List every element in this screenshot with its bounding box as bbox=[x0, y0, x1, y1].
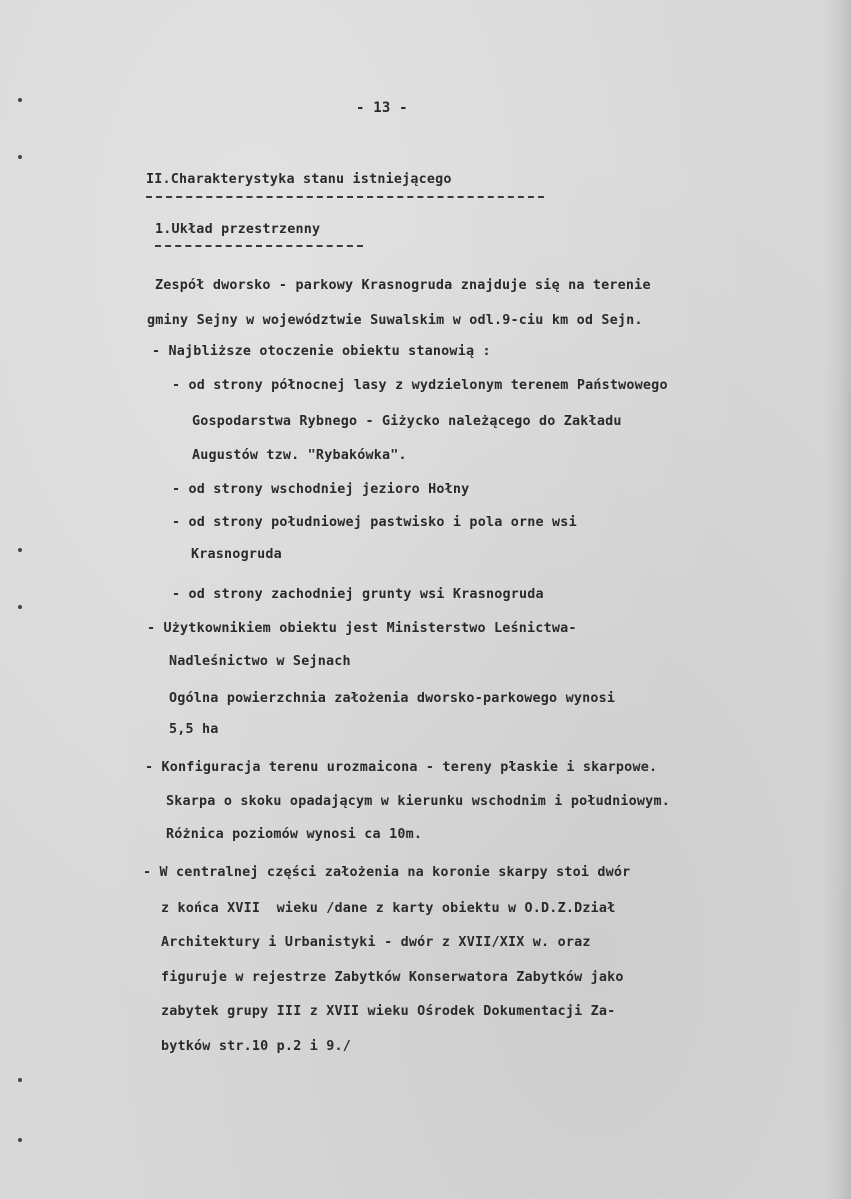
subsection-title-underline bbox=[155, 245, 363, 247]
text-line: Krasnogruda bbox=[191, 547, 282, 562]
section-title: II.Charakterystyka stanu istniejącego bbox=[146, 172, 452, 187]
text-line: Skarpa o skoku opadającym w kierunku wschodnim i południowym. bbox=[166, 794, 670, 809]
text-line: - Najbliższe otoczenie obiektu stanowią : bbox=[152, 344, 491, 359]
margin-mark bbox=[18, 98, 22, 102]
text-line: - od strony północnej lasy z wydzielonym terenem Państwowego bbox=[172, 378, 668, 393]
text-line: Różnica poziomów wynosi ca 10m. bbox=[166, 827, 423, 842]
text-line: Gospodarstwa Rybnego - Giżycko należącego do Zakładu bbox=[192, 414, 622, 429]
page-edge-shadow bbox=[823, 0, 851, 1199]
text-line: - Konfiguracja terenu urozmaicona - tereny płaskie i skarpowe. bbox=[145, 760, 658, 775]
text-line: Nadleśnictwo w Sejnach bbox=[169, 654, 351, 669]
text-line: bytków str.10 p.2 i 9./ bbox=[161, 1039, 352, 1054]
margin-mark bbox=[18, 1078, 22, 1082]
subsection-title: 1.Układ przestrzenny bbox=[155, 222, 321, 237]
text-line: Architektury i Urbanistyki - dwór z XVII/XIX w. oraz bbox=[161, 935, 591, 950]
text-line: z końca XVII wieku /dane z karty obiektu w O.D.Z.Dział bbox=[161, 901, 616, 916]
text-line: Ogólna powierzchnia założenia dworsko-parkowego wynosi bbox=[169, 691, 616, 706]
text-line: - od strony południowej pastwisko i pola orne wsi bbox=[172, 515, 577, 530]
text-line: figuruje w rejestrze Zabytków Konserwatora Zabytków jako bbox=[161, 970, 624, 985]
text-line: - W centralnej części założenia na koronie skarpy stoi dwór bbox=[143, 865, 631, 880]
text-line: - od strony zachodniej grunty wsi Krasnogruda bbox=[172, 587, 544, 602]
text-line: Zespół dworsko - parkowy Krasnogruda znajduje się na terenie bbox=[155, 278, 651, 293]
text-line: - od strony wschodniej jezioro Hołny bbox=[172, 482, 470, 497]
text-line: Augustów tzw. "Rybakówka". bbox=[192, 448, 407, 463]
page-number: - 13 - bbox=[356, 100, 408, 116]
margin-mark bbox=[18, 155, 22, 159]
text-line: - Użytkownikiem obiektu jest Ministerstwo Leśnictwa- bbox=[147, 621, 577, 636]
margin-mark bbox=[18, 548, 22, 552]
section-title-underline bbox=[146, 196, 544, 198]
text-line: 5,5 ha bbox=[169, 722, 219, 737]
text-line: zabytek grupy III z XVII wieku Ośrodek Dokumentacji Za- bbox=[161, 1004, 616, 1019]
margin-mark bbox=[18, 1138, 22, 1142]
text-line: gminy Sejny w województwie Suwalskim w odl.9-ciu km od Sejn. bbox=[147, 313, 643, 328]
margin-mark bbox=[18, 605, 22, 609]
